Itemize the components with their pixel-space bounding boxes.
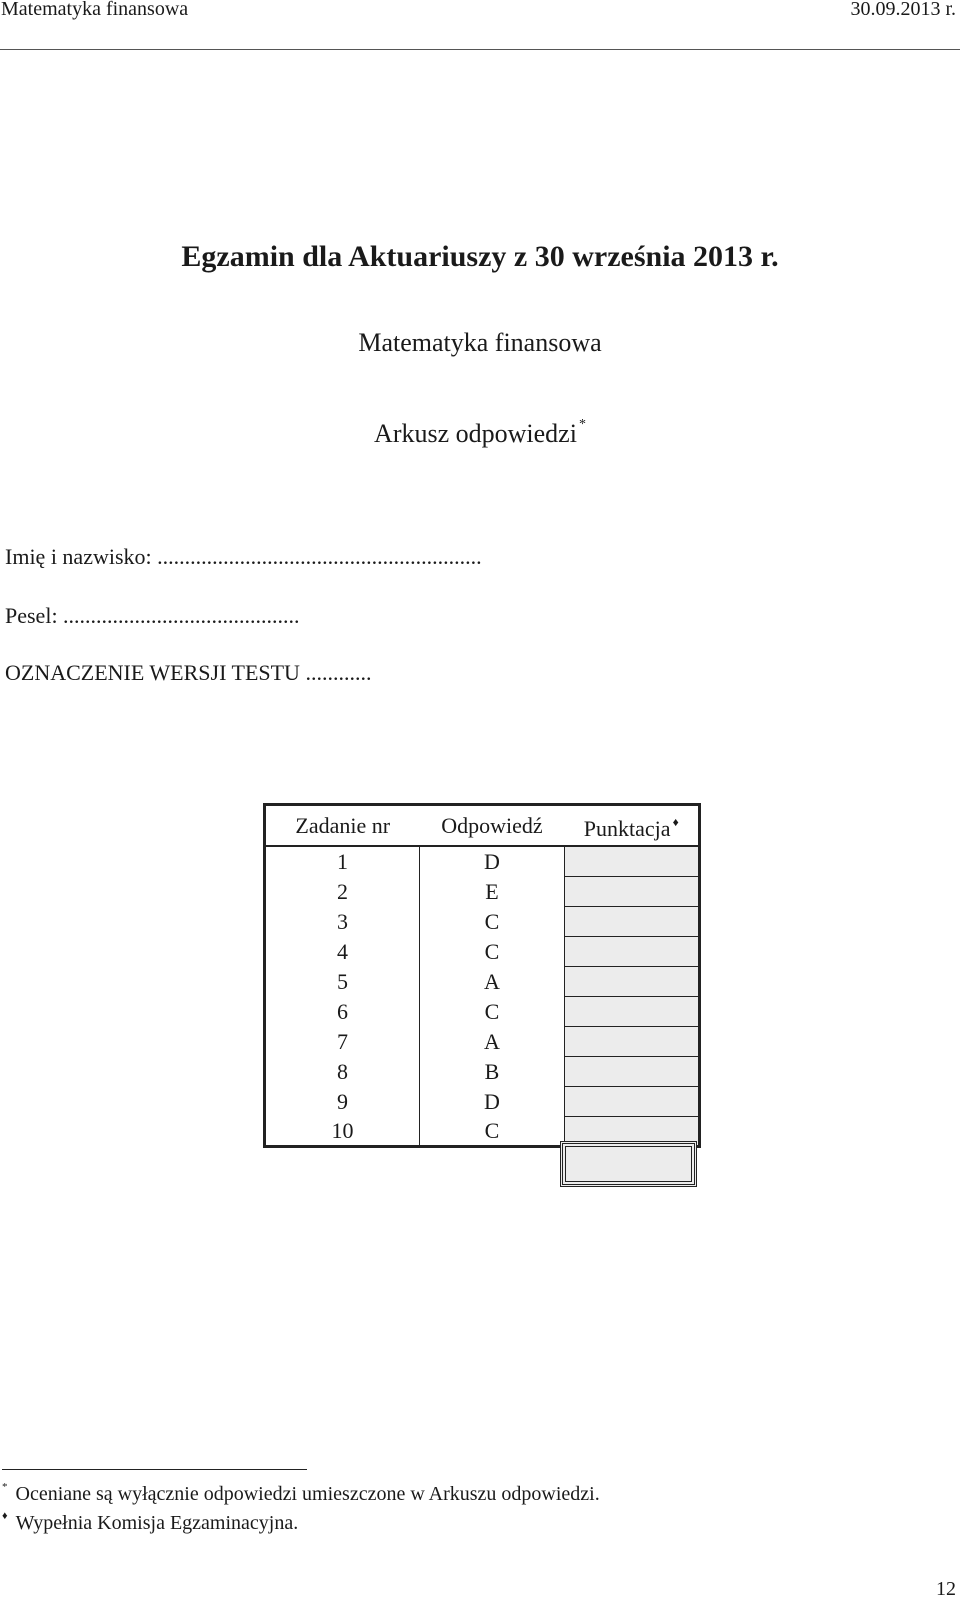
table-row <box>265 876 700 906</box>
answer-value: D <box>420 1086 565 1116</box>
table-row <box>265 1026 700 1056</box>
score-cell <box>565 1056 700 1086</box>
diamond-mark: ♦ <box>672 815 679 829</box>
task-number: 7 <box>265 1026 420 1056</box>
task-number: 4 <box>265 936 420 966</box>
table-row <box>265 1086 700 1116</box>
exam-title: Egzamin dla Aktuariuszy z 30 września 2013 r. <box>181 240 779 273</box>
score-cell <box>565 846 700 876</box>
footnote-star <box>2 1481 600 1506</box>
test-version-field[interactable]: OZNACZENIE WERSJI TESTU ............ <box>5 660 372 685</box>
footnote-star-marker: * <box>2 1481 8 1493</box>
task-number: 9 <box>265 1086 420 1116</box>
answers-table <box>263 803 701 1148</box>
score-total-box <box>560 1141 697 1187</box>
header-subject: Matematyka finansowa <box>1 0 189 20</box>
name-field[interactable]: Imię i nazwisko: ........................................................... <box>5 544 482 569</box>
answer-value: A <box>420 1026 565 1056</box>
score-cell <box>565 1086 700 1116</box>
answers-table-header <box>265 805 700 847</box>
task-number: 10 <box>265 1116 420 1147</box>
answer-value: C <box>420 1116 565 1147</box>
footnote-diamond <box>2 1510 298 1535</box>
page-number: 12 <box>936 1578 956 1600</box>
task-number: 1 <box>265 846 420 876</box>
header-answer: Odpowiedź <box>420 805 565 847</box>
page-header <box>0 0 960 50</box>
answer-value: C <box>420 906 565 936</box>
task-number: 5 <box>265 966 420 996</box>
header-date: 30.09.2013 r. <box>850 0 956 20</box>
pesel-field[interactable]: Pesel: ........................................... <box>5 603 300 628</box>
task-number: 3 <box>265 906 420 936</box>
table-row <box>265 846 700 876</box>
score-cell <box>565 996 700 1026</box>
task-number: 2 <box>265 876 420 906</box>
score-cell <box>565 906 700 936</box>
answer-value: B <box>420 1056 565 1086</box>
footnote-diamond-text: Wypełnia Komisja Egzaminacyjna. <box>15 1512 299 1534</box>
footnote-divider <box>2 1469 307 1470</box>
task-number: 8 <box>265 1056 420 1086</box>
header-score <box>565 805 700 847</box>
footnote-diamond-marker: ♦ <box>2 1510 8 1522</box>
score-cell <box>565 966 700 996</box>
table-row <box>265 966 700 996</box>
score-cell <box>565 936 700 966</box>
table-row <box>265 906 700 936</box>
answer-value: D <box>420 846 565 876</box>
footnote-star-text: Oceniane są wyłącznie odpowiedzi umieszczone w Arkuszu odpowiedzi. <box>15 1483 600 1505</box>
exam-subject: Matematyka finansowa <box>358 328 602 357</box>
answer-value: C <box>420 936 565 966</box>
header-score-label: Punktacja <box>583 816 671 841</box>
answer-value: A <box>420 966 565 996</box>
header-task-number: Zadanie nr <box>265 805 420 847</box>
table-row <box>265 1056 700 1086</box>
answer-sheet-title <box>0 417 960 449</box>
table-row <box>265 936 700 966</box>
score-cell <box>565 1026 700 1056</box>
task-number: 6 <box>265 996 420 1026</box>
answer-value: C <box>420 996 565 1026</box>
answer-value: E <box>420 876 565 906</box>
answer-sheet-title-text: Arkusz odpowiedzi <box>374 419 577 448</box>
footnote-star-mark: * <box>578 417 586 432</box>
table-row <box>265 996 700 1026</box>
score-cell <box>565 876 700 906</box>
